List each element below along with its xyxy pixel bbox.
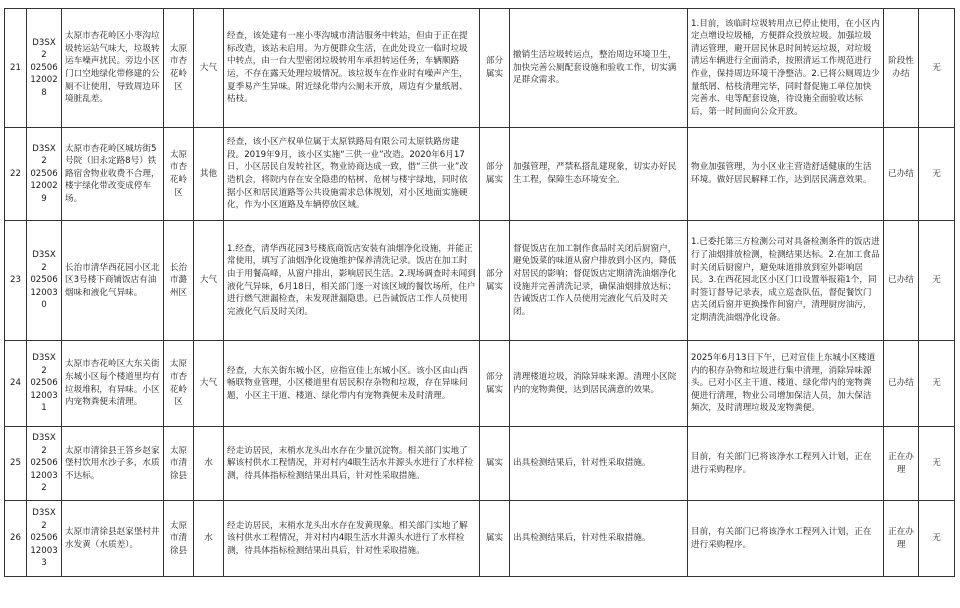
verification-result: 经走访居民，末梢水龙头出水存在发黄现象。相关部门实地了解该村供水工程情况，并对村内4眼生活水井源头水进行了水样检测，待具体指标检测结果出具后，针对性采取措施。 <box>224 501 480 577</box>
pollution-type: 大气 <box>194 221 224 341</box>
handling-status: 阶段性办结 <box>884 9 919 128</box>
verification-result: 经走访居民，末梢水龙头出水存在少量沉淀物。相关部门实地了解该村供水工程情况，并对村内4眼生活水井源头水进行了水样检测，待具体指标检测结果出具后，针对性采取措施。 <box>224 427 480 501</box>
table-row <box>5 9 955 128</box>
pollution-type: 其他 <box>194 128 224 221</box>
handling-status: 正在办理 <box>884 427 919 501</box>
rectification-target: 出具检测结果后，针对性采取措施。 <box>510 427 688 501</box>
administrative-area: 太原市杏花岭区 <box>164 341 194 427</box>
rectification-progress: 1.目前，该临时垃圾转用点已停止使用，在小区内定点增设垃圾桶，方便群众投放垃圾。加强垃圾清运管理，避开居民休息时间转运垃圾，对垃圾清运车辆进行全面消杀，按照清运工作规范进行作业，保持周边环境干净整洁。2.已将公厕周边少量纸屑、枯枝清理完毕，同时督促施工单位加快完善水、电等配套设施，待设施全面验收达标后，第一时间面向公众开放。 <box>688 9 884 128</box>
rectification-progress: 物业加强管理，为小区业主营造舒适健康的生活环境。做好居民解释工作，达到居民满意效果。 <box>688 128 884 221</box>
complaint-content: 太原市杏花岭区大东关街东城小区每个楼道里均有垃圾堆积，有异味。小区内宠物粪便未清理。 <box>62 341 164 427</box>
complaint-table <box>4 8 955 577</box>
row-number: 25 <box>5 427 27 501</box>
complaint-content: 太原市清徐县赵家堡村井水发黄（水质差）。 <box>62 501 164 577</box>
row-number: 21 <box>5 9 27 128</box>
rectification-progress: 1.已委托第三方检测公司对具备检测条件的饭店进行了油烟排放检测，检测结果达标。2.在加工食品时关闭后厨窗户，避免味道排放到室外影响居民。3.在西花园北区小区门口设置举报箱1个，同时签订督导记录表，成立巡查队伍，督促餐饮门店关闭后窗并更换操作间窗户，清理厨房油污，定期清洗油烟净化设备。 <box>688 221 884 341</box>
handling-status: 已办结 <box>884 341 919 427</box>
case-code: D3SX2 02506 12002 8 <box>27 9 62 128</box>
rectification-progress: 目前，有关部门已将该净水工程列入计划，正在进行采购程序。 <box>688 427 884 501</box>
case-code: D3SX2 02506 12002 9 <box>27 128 62 221</box>
row-number: 23 <box>5 221 27 341</box>
accountability: 无 <box>919 9 955 128</box>
pollution-type: 大气 <box>194 9 224 128</box>
row-number: 24 <box>5 341 27 427</box>
handling-status: 正在办理 <box>884 501 919 577</box>
table-row <box>5 427 955 501</box>
is-true: 属实 <box>480 427 510 501</box>
administrative-area: 太原市清徐县 <box>164 427 194 501</box>
rectification-progress: 2025年6月13日下午，已对宣佳上东城小区楼道内的积存杂物和垃圾进行集中清理，消除异味源头。已对小区主干道、楼道、绿化带内的宠物粪便进行清理，物业公司增加保洁人员，加大保洁频次，及时清理垃圾及宠物粪便。 <box>688 341 884 427</box>
rectification-target: 出具检测结果后，针对性采取措施。 <box>510 501 688 577</box>
verification-result: 1.经查，清华西花园3号楼底商饭店安装有油烟净化设施，并能正常使用，填写了油烟净化设施维护保养清洗记录。饭店在加工时由于用餐高峰，从窗户排出，影响居民生活。2.现场调查时未闻到液化气异味，6月18日，相关部门逐一对该区域的餐饮场所，住户进行燃气泄漏检查，未发现泄漏隐患。已告诫饭店工作人员使用完液化气后及时关闭。 <box>224 221 480 341</box>
case-code: D3SX2 02506 12003 2 <box>27 427 62 501</box>
complaint-content: 太原市清徐县王答乡赵家堡村饮用水沙子多，水质不达标。 <box>62 427 164 501</box>
is-true: 部分属实 <box>480 128 510 221</box>
table-row <box>5 501 955 577</box>
table-row <box>5 341 955 427</box>
pollution-type: 大气 <box>194 341 224 427</box>
verification-result: 经查，该处建有一座小枣沟城市清洁服务中转站，但由于正在提标改造，该站未启用。为方便群众生活，在此处设立一临时垃圾中转点，由一台大型密闭垃圾转用车承担转运任务，车辆顺路运，不存在露天处理垃圾情况。该垃圾车在作业时有噪声产生，夏季易产生异味。附近绿化带内公厕未开放，周边有少量纸屑、枯枝。 <box>224 9 480 128</box>
accountability: 无 <box>919 341 955 427</box>
accountability: 无 <box>919 221 955 341</box>
row-number: 26 <box>5 501 27 577</box>
is-true: 部分属实 <box>480 341 510 427</box>
handling-status: 已办结 <box>884 128 919 221</box>
table-row <box>5 221 955 341</box>
handling-status: 已办结 <box>884 221 919 341</box>
is-true: 部分属实 <box>480 221 510 341</box>
pollution-type: 水 <box>194 501 224 577</box>
rectification-target: 加强管理，严禁私搭乱建现象，切实办好民生工程，保障生态环境安全。 <box>510 128 688 221</box>
case-code: D3SX2 02506 12003 0 <box>27 221 62 341</box>
complaint-content: 长治市清华西花园小区北区3号楼下商铺饭店有油烟味和液化气异味。 <box>62 221 164 341</box>
rectification-target: 清理楼道垃圾，消除异味来源。清理小区院内的宠物粪便，达到居民满意的效果。 <box>510 341 688 427</box>
rectification-progress: 目前，有关部门已将该净水工程列入计划，正在进行采购程序。 <box>688 501 884 577</box>
is-true: 属实 <box>480 501 510 577</box>
case-code: D3SX2 02506 12003 3 <box>27 501 62 577</box>
accountability: 无 <box>919 427 955 501</box>
rectification-target: 督促饭店在加工制作食品时关闭后厨窗户，避免饭菜的味道从窗户排放到小区内，降低对居民的影响；督促饭店定期清洗油烟净化设施并完善清洗记录，确保油烟排放达标；告诫饭店工作人员使用完液化气后及时关闭。 <box>510 221 688 341</box>
case-code: D3SX2 02506 12003 1 <box>27 341 62 427</box>
is-true: 部分属实 <box>480 9 510 128</box>
administrative-area: 太原市杏花岭区 <box>164 9 194 128</box>
accountability: 无 <box>919 501 955 577</box>
row-number: 22 <box>5 128 27 221</box>
verification-result: 经查，该小区产权单位属于太原铁路局有限公司太原铁路房建段。2019年9月，该小区实施“三供一业”改造。2020年6月17日，小区居民自发转社区，物业协商达成一致，借“三供一业”改造机会，将院内存在安全隐患的枯树、危树与楼宇绿地，同时依据小区和居民道路等公共设施需求总体规划，对小区地面实施硬化，作为小区道路及车辆停放区域。 <box>224 128 480 221</box>
rectification-target: 撤销生活垃圾转运点，整治周边环境卫生，加快完善公厕配套设施和验收工作，切实满足群众需求。 <box>510 9 688 128</box>
complaint-content: 太原市杏花岭区城坊街5号院（旧永定路8号）铁路宿舍物业收费不合理，楼宇绿化带改变成停车场。 <box>62 128 164 221</box>
accountability: 无 <box>919 128 955 221</box>
complaint-content: 太原市杏花岭区小枣沟垃圾转运站气味大，垃圾转运车噪声扰民。旁边小区门口空地绿化带修建的公厕不让使用，导致周边环境脏乱差。 <box>62 9 164 128</box>
verification-result: 经查，大东关街东城小区，应指宣佳上东城小区。该小区由山西畅联物业管理，小区楼道里有居民积存杂物和垃圾，存在异味问题，小区主干道、楼道、绿化带内有宠物粪便未及时清理。 <box>224 341 480 427</box>
table-row <box>5 128 955 221</box>
pollution-type: 水 <box>194 427 224 501</box>
administrative-area: 长治市潞州区 <box>164 221 194 341</box>
administrative-area: 太原市杏花岭区 <box>164 128 194 221</box>
administrative-area: 太原市清徐县 <box>164 501 194 577</box>
